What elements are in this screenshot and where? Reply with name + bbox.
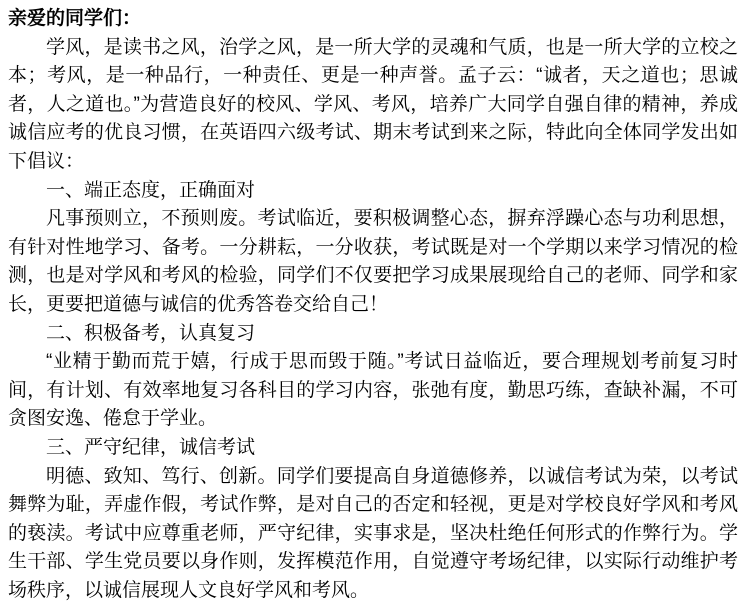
- section-heading-1: 一、端正态度，正确面对: [46, 179, 256, 201]
- paragraph: 学风，是读书之风，治学之风，是一所大学的灵魂和气质，也是一所大学的立校之本；考风，是一种品行，一种责任、更是一种声誉。孟子云：“诚者，天之道也；思诚者，人之道也。”为营造良好的校风、学风、考风，培养广大同学自强自律的精神，养成诚信应考的优良习惯，在英语四六级考试、期末考试到来之际，特此向全体同学发出如下倡议：: [8, 36, 738, 172]
- salutation: 亲爱的同学们：: [8, 8, 142, 29]
- paragraph: 凡事预则立，不预则废。考试临近，要积极调整心态，摒弃浮躁心态与功利思想，有针对性地学习、备考。一分耕耘，一分收获，考试既是对一个学期以来学习情况的检测，也是对学风和考风的检验，同学们不仅要把学习成果展现给自己的老师、同学和家长，更要把道德与诚信的优秀答卷交给自己！: [8, 208, 738, 315]
- section-heading-2: 二、积极备考，认真复习: [46, 322, 256, 344]
- paragraph: “业精于勤而荒于嬉，行成于思而毁于随。”考试日益临近，要合理规划考前复习时间，有计划、有效率地复习各科目的学习内容，张弛有度，勤思巧练，查缺补漏，不可贪图安逸、倦怠于学业。: [8, 351, 738, 430]
- paragraph: 明德、致知、笃行、创新。同学们要提高自身道德修养，以诚信考试为荣，以考试舞弊为耻，弄虚作假，考试作弊，是对自己的否定和轻视，更是对学校良好学风和考风的亵渎。考试中应尊重老师，严守纪律，实事求是，坚决杜绝任何形式的作弊行为。学生干部、学生党员要以身作则，发挥模范作用，自觉遵守考场纪律，以实际行动维护考场秩序，以诚信展现人文良好学风和考风。: [8, 465, 738, 601]
- section-heading-3: 三、严守纪律，诚信考试: [46, 436, 256, 458]
